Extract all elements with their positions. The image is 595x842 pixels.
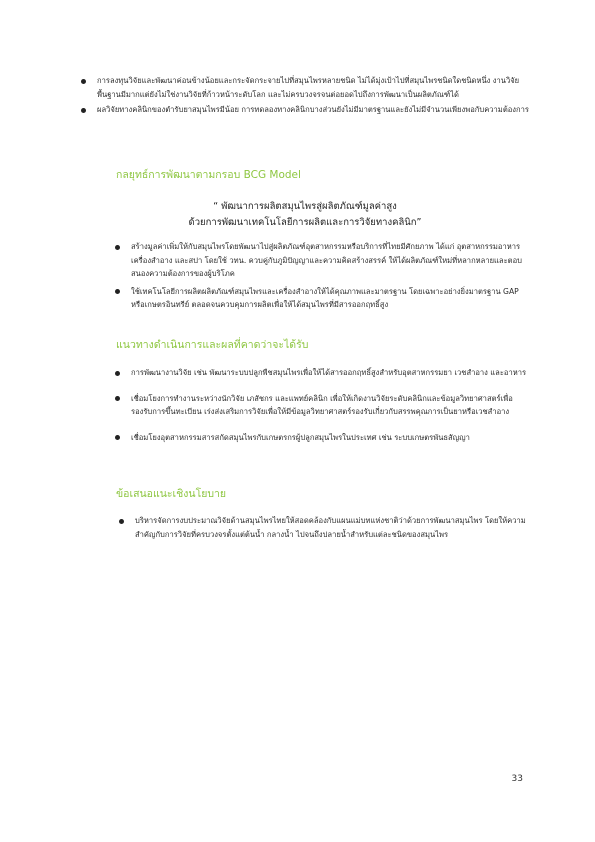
strategy-heading: กลยุทธ์การพัฒนาตามกรอบ BCG Model [116, 169, 301, 181]
strategy-bullet-2: ใช้เทคโนโลยีการผลิตผลิตภัณฑ์สมุนไพรและเครื่องสำอางให้ได้คุณภาพและมาตรฐาน โดยเฉพาะอย่างยิ่งมาตรฐาน GAP หรือเกษตรอินทรีย์ ตลอดจนควบคุมการผลิตเพื่อให้ได้สมุนไพรที่มีสารออกฤทธิ์สูง [131, 285, 530, 312]
bullet-dot [115, 371, 120, 376]
policy-bullet-list [135, 514, 530, 541]
page-number: 33 [511, 774, 523, 784]
operations-bullet-2: เชื่อมโยงการทำงานระหว่างนักวิจัย เภสัชกร และแพทย์คลินิก เพื่อให้เกิดงานวิจัยระดับคลินิกและข้อมูลวิทยาศาสตร์เพื่อรองรับการขึ้นทะเบียน เร่งส่งเสริมการวิจัยเพื่อให้มีข้อมูลวิทยาศาสตร์รองรับเกี่ยวกับสรรพคุณการเป็นยาหรือเวชสำอาง [131, 392, 530, 419]
bullet-dot [81, 79, 86, 84]
bullet-dot [115, 396, 120, 401]
strategy-quote [140, 199, 470, 231]
strategy-bullet-1: สร้างมูลค่าเพิ่มให้กับสมุนไพรโดยพัฒนาไปสู่ผลิตภัณฑ์อุตสาหกรรมหรือบริการที่ไทยมีศักยภาพ ได้แก่ อุตสาหกรรมอาหาร เครื่องสำอาง และสปา โดยใช้ วทน. ควบคู่กับภูมิปัญญาและความคิดสร้างสรรค์ ให้ได้ผลิตภัณฑ์ใหม่ที่หลากหลายและตอบสนองความต้องการของผู้บริโภค [131, 240, 530, 281]
bullet-dot [115, 245, 120, 250]
intro-bullet-1: การลงทุนวิจัยและพัฒนาค่อนข้างน้อยและกระจัดกระจายไปที่สมุนไพรหลายชนิด ไม่ได้มุ่งเป้าไปที่สมุนไพรชนิดใดชนิดหนึ่ง งานวิจัยพื้นฐานมีมากแต่ยังไม่ใช่งานวิจัยที่ก้าวหน้าระดับโลก และไม่ครบวงจรจนต่อยอดไปถึงการพัฒนาเป็นผลิตภัณฑ์ได้ [97, 74, 529, 101]
operations-heading: แนวทางดำเนินการและผลที่คาดว่าจะได้รับ [116, 339, 309, 351]
bullet-dot [115, 435, 120, 440]
bullet-dot [119, 519, 124, 524]
intro-bullet-2: ผลวิจัยทางคลินิกของตำรับยาสมุนไพรมีน้อย การทดลองทางคลินิกบางส่วนยังไม่มีมาตรฐานและยังไม่มีจำนวนเพียงพอกับความต้องการ [97, 103, 529, 117]
intro-bullet-list [97, 74, 529, 117]
quote-line-1: “ พัฒนาการผลิตสมุนไพรสู่ผลิตภัณฑ์มูลค่าสูง [213, 201, 397, 212]
operations-bullet-1: การพัฒนางานวิจัย เช่น พัฒนาระบบปลูกพืชสมุนไพรเพื่อให้ได้สารออกฤทธิ์สูงสำหรับอุตสาหกรรมยา เวชสำอาง และอาหาร [131, 366, 530, 380]
quote-line-2: ด้วยการพัฒนาเทคโนโลยีการผลิตและการวิจัยทางคลินิก” [188, 217, 422, 228]
strategy-bullet-list [131, 240, 530, 312]
operations-bullet-3: เชื่อมโยงอุตสาหกรรมสารสกัดสมุนไพรกับเกษตรกรผู้ปลูกสมุนไพรในประเทศ เช่น ระบบเกษตรพันธสัญญา [131, 431, 530, 445]
policy-heading: ข้อเสนอแนะเชิงนโยบาย [116, 488, 227, 500]
operations-bullet-list [131, 366, 530, 444]
bullet-dot [81, 108, 86, 113]
bullet-dot [115, 289, 120, 294]
policy-bullet-1: บริหารจัดการงบประมาณวิจัยด้านสมุนไพรไทยให้สอดคล้องกับแผนแม่บทแห่งชาติว่าด้วยการพัฒนาสมุนไพร โดยให้ความสำคัญกับการวิจัยที่ครบวงจรตั้งแต่ต้นน้ำ กลางน้ำ ไปจนถึงปลายน้ำสำหรับแต่ละชนิดของสมุนไพร [135, 514, 530, 541]
